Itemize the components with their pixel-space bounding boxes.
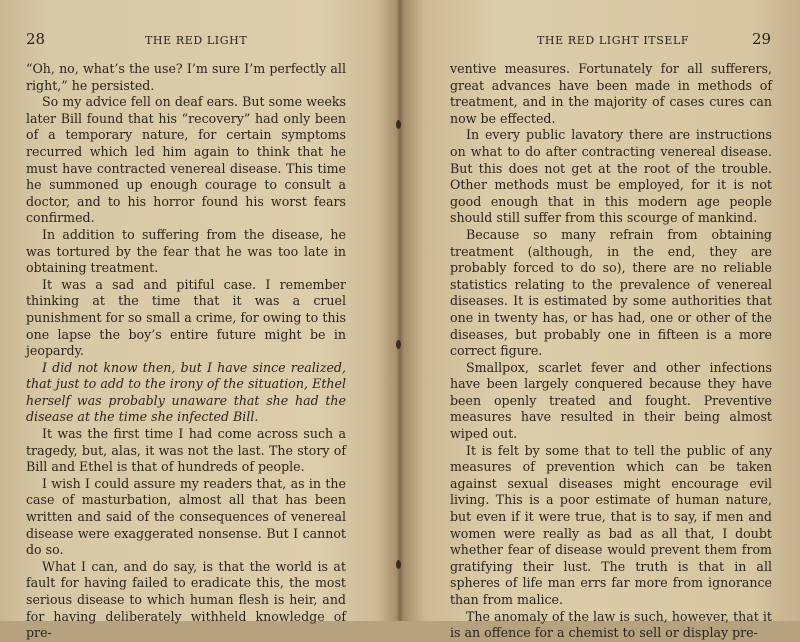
running-head: THE RED LIGHT ITSELF [537,34,690,47]
running-head: THE RED LIGHT [145,34,248,47]
paragraph: Because so many refrain from obtaining treatment (although, in the end, they are probably forced to do so), there are no reliable statistics relating to the prevalence of venereal diseases. It is estimated by some authorities that one in twenty has, or has had, one or other of the diseases, but probably one in fifteen is a more correct figure. [450,226,772,359]
page-body [26,61,346,642]
paragraph: “Oh, no, what’s the use? I’m sure I’m perfectly all right,” he persisted. [26,61,346,93]
page-number: 29 [752,30,772,48]
paragraph: ventive measures. Fortunately for all sufferers, great advances have been made in methods of treatment, and in the majority of cases cures can now be effected. [450,61,772,126]
paragraph: So my advice fell on deaf ears. But some weeks later Bill found that his “recovery” had only been of a temporary nature, for certain symptoms recurred which led him again to think that he must have contracted venereal disease. This time he summoned up enough courage to consult a doctor, and to his horror found his worst fears confirmed. [26,94,346,226]
paragraph: In addition to suffering from the disease, he was tortured by the fear that he was too late in obtaining treatment. [26,226,346,276]
paragraph: I wish I could assure my readers that, as in the case of masturbation, almost all that has been written and said of the consequences of venereal disease were exaggerated nonsense. But I cannot do so. [26,475,346,558]
paragraph: It was the first time I had come across such a tragedy, but, alas, it was not the last. The story of Bill and Ethel is that of hundreds of people. [26,426,346,475]
page-body [450,61,772,642]
right-page [400,0,800,641]
paragraph: It was a sad and pitiful case. I remember thinking at the time that it was a cruel punishment for so small a crime, for owing to this one lapse the boy’s entire future might be in jeopardy. [26,276,346,359]
paragraph: What I can, and do say, is that the world is at fault for having failed to eradicate this, the most serious disease to which human flesh is heir, and for having deliberately withheld knowledge of pre- [26,558,346,641]
paragraph: Smallpox, scarlet fever and other infections have been largely conquered because they have been openly treated and fought. Preventive measures have resulted in their being almost wiped out. [450,359,772,442]
paragraph: The anomaly of the law is such, however, that it is an offence for a chemist to sell or display pre- [450,608,772,641]
paragraph: It is felt by some that to tell the public of any measures of prevention which can be taken against sexual diseases might encourage evil living. This is a poor estimate of human nature, but even if it were true, that is to say, if men and women were really as bad as all that, I doubt whether fear of disease would prevent them from gratifying their lust. The truth is that in all spheres of life man errs far more from ignorance than from malice. [450,442,772,607]
italic-paragraph: I did not know then, but I have since realized, that just to add to the irony of the situation, Ethel herself was probably unaware that she had the disease at the time she infected Bill. [26,359,346,425]
page-number: 28 [26,30,46,48]
left-page [0,0,398,641]
paragraph: In every public lavatory there are instructions on what to do after contracting venereal disease. But this does not get at the root of the trouble. Other methods must be employed, for it is not good enough that in this modern age people should still suffer from this scourge of mankind. [450,127,772,226]
